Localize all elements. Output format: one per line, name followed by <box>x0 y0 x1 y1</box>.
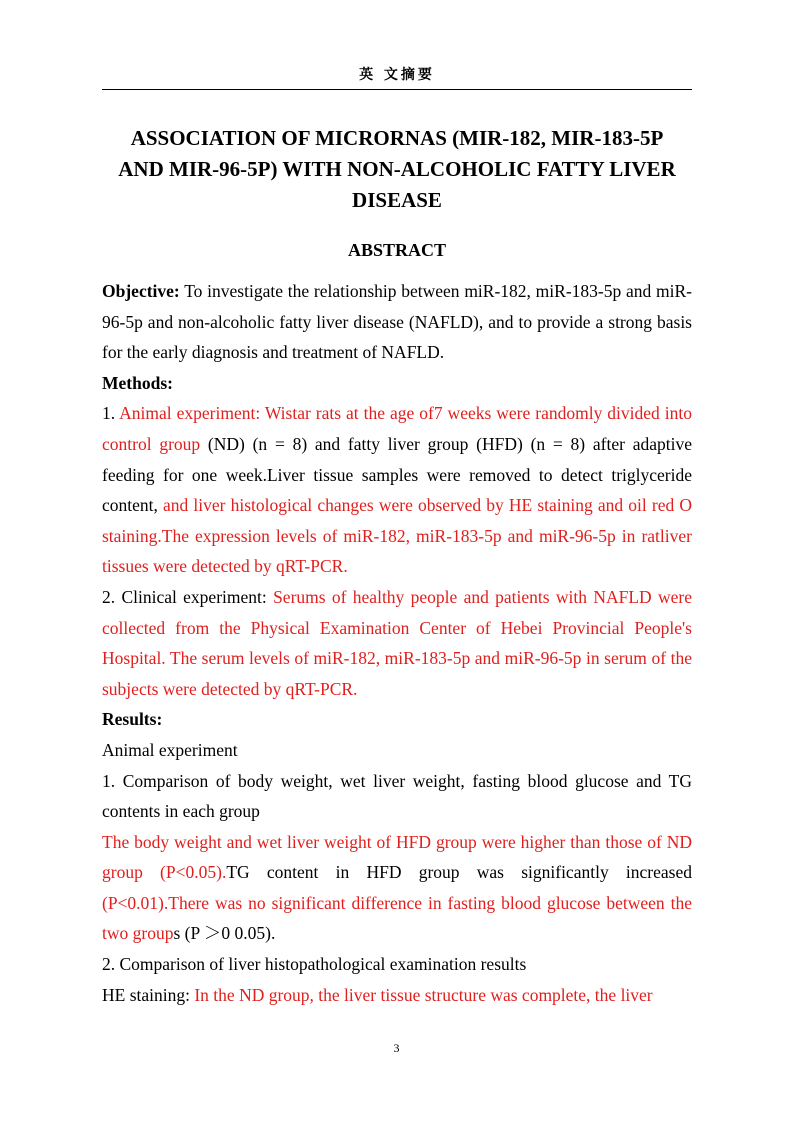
page-number: 3 <box>393 1041 400 1055</box>
methods-label: Methods: <box>102 372 173 393</box>
abstract-heading: ABSTRACT <box>347 240 447 260</box>
results-animal-heading: Animal experiment <box>102 739 238 760</box>
results-item-1-text: The body weight and wet liver weight of HFD group were higher than those of ND group (P<0.05).TG content in HFD group was significantly increased (P<0.01).There was no significant difference in fasting blood glucose between the two groups (P ＞0 0.05). <box>102 831 692 944</box>
header-rule <box>102 89 692 90</box>
methods-item-2: 2. Clinical experiment: Serums of healthy people and patients with NAFLD were collected from the Physical Examination Center of Hebei Provincial People's Hospital. The serum levels of miR-182, miR-183-5p and miR-96-5p in serum of the subjects were detected by qRT-PCR. <box>102 586 693 699</box>
abstract-body <box>102 276 692 1010</box>
title-line-1: ASSOCIATION OF MICRORNAS (MIR-182, MIR-183-5P <box>130 126 664 150</box>
highlight-text: and liver histological changes were observed by HE staining and oil red O staining.The expression levels of miR-182, miR-183-5p and miR-96-5p in ratliver tissues were detected by qRT-PCR. <box>102 495 692 577</box>
highlight-text: Serums of healthy people and patients with NAFLD were collected from the Physical Examination Center of Hebei Provincial People's Hospital. The serum levels of miR-182, miR-183-5p and miR-96-5p in serum of the subjects were detected by qRT-PCR. <box>102 586 693 699</box>
objective-text: To investigate the relationship between miR-182, miR-183-5p and miR-96-5p and non-alcoholic fatty liver disease (NAFLD), and to provide a strong basis for the early diagnosis and treatment of NAFLD. <box>102 281 692 363</box>
highlight-text: Animal experiment: Wistar rats at the age of7 weeks were randomly divided into control group <box>102 403 692 454</box>
results-item-1-title: 1. Comparison of body weight, wet liver weight, fasting blood glucose and TG contents in each group <box>102 770 692 822</box>
objective-paragraph <box>102 276 692 368</box>
highlight-text: (P<0.01).There was no significant difference in fasting blood glucose between the two group <box>102 892 692 944</box>
title-line-2: AND MIR-96-5P) WITH NON-ALCOHOLIC FATTY LIVER <box>118 157 676 181</box>
results-item-2-text: HE staining: In the ND group, the liver tissue structure was complete, the liver <box>102 984 653 1005</box>
methods-item-1: 1. Animal experiment: Wistar rats at the age of7 weeks were randomly divided into control group (ND) (n = 8) and fatty liver group (HFD) (n = 8) after adaptive feeding for one week.Liver tissue samples were removed to detect triglyceride content, and liver histological changes were observed by HE staining and oil red O staining.The expression levels of miR-182, miR-183-5p and miR-96-5p in ratliver tissues were detected by qRT-PCR. <box>102 403 692 577</box>
paper-title <box>102 123 692 216</box>
running-header: 英 文摘要 <box>359 67 435 83</box>
results-label: Results: <box>102 709 163 730</box>
results-item-2-title: 2. Comparison of liver histopathological examination results <box>102 954 527 975</box>
title-line-3: DISEASE <box>352 188 442 212</box>
highlight-text: The body weight and wet liver weight of HFD group were higher than those of ND group (P<0.05). <box>102 831 692 883</box>
objective-label: Objective: <box>102 281 180 301</box>
highlight-text: In the ND group, the liver tissue structure was complete, the liver <box>194 984 653 1005</box>
